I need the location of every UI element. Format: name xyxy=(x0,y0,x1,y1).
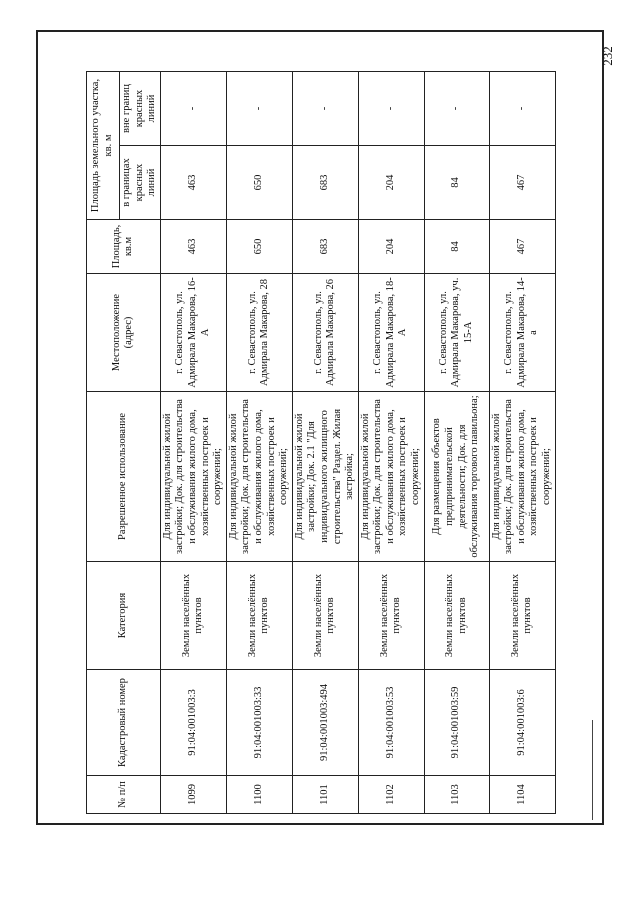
header-within-red-lines: в границах красных линий xyxy=(120,146,161,220)
table-row xyxy=(292,71,358,813)
cell-category: Земли населённых пунктов xyxy=(358,562,424,670)
cell-num: 1101 xyxy=(292,776,358,814)
cell-num: 1103 xyxy=(424,776,489,814)
cell-address: г. Севастополь, ул. Адмирала Макарова, 16-А xyxy=(160,274,226,392)
cell-num: 1100 xyxy=(226,776,292,814)
header-permitted-use: Разрешенное использование xyxy=(87,392,161,562)
cell-category: Земли населённых пунктов xyxy=(489,562,555,670)
header-plot-area: Площадь земельного участка, кв. м xyxy=(87,71,120,219)
cell-outside: - xyxy=(489,71,555,145)
cell-cadastral: 91:04:001003:33 xyxy=(226,670,292,776)
cell-cadastral: 91:04:001003:53 xyxy=(358,670,424,776)
table-row xyxy=(160,71,226,813)
cell-use: Для индивидуальной жилой застройки; Док. 2.1 "Для индивидуального жилищного строительства" Раздел. Жилая застройка; xyxy=(292,392,358,562)
header-location: Местоположение (адрес) xyxy=(87,274,161,392)
margin-rule xyxy=(592,720,593,820)
cell-outside: - xyxy=(292,71,358,145)
header-area: Площадь, кв.м xyxy=(87,220,161,274)
cell-use: Для индивидуальной жилой застройки; Док. для строительства и обслуживания жилого дома, хозяйственных построек и сооружений; xyxy=(226,392,292,562)
cell-address: г. Севастополь, ул. Адмирала Макарова, 26 xyxy=(292,274,358,392)
land-plot-table xyxy=(86,71,556,814)
cell-num: 1099 xyxy=(160,776,226,814)
table-row xyxy=(424,71,489,813)
cell-within: 683 xyxy=(292,146,358,220)
header-category: Категория xyxy=(87,562,161,670)
cell-cadastral: 91:04:001003:3 xyxy=(160,670,226,776)
header-cadastral: Кадастровый номер xyxy=(87,670,161,776)
cell-use: Для индивидуальной жилой застройки; Док. для строительства и обслуживания жилого дома, хозяйственных построек и сооружений; xyxy=(358,392,424,562)
cell-address: г. Севастополь, ул. Адмирала Макарова, 14-а xyxy=(489,274,555,392)
cell-within: 204 xyxy=(358,146,424,220)
cell-address: г. Севастополь, ул. Адмирала Макарова, 18-А xyxy=(358,274,424,392)
table-row xyxy=(226,71,292,813)
cell-address: г. Севастополь, ул. Адмирала Макарова, уч. 15-А xyxy=(424,274,489,392)
cell-category: Земли населённых пунктов xyxy=(424,562,489,670)
cell-category: Земли населённых пунктов xyxy=(292,562,358,670)
cell-area: 467 xyxy=(489,220,555,274)
table-row xyxy=(489,71,555,813)
cell-address: г. Севастополь, ул. Адмирала Макарова, 28 xyxy=(226,274,292,392)
cell-area: 84 xyxy=(424,220,489,274)
page-number: 232 xyxy=(600,46,615,66)
cell-cadastral: 91:04:001003:6 xyxy=(489,670,555,776)
cell-category: Земли населённых пунктов xyxy=(226,562,292,670)
cell-use: Для индивидуальной жилой застройки; Док. для строительства и обслуживания жилого дома, хозяйственных построек и сооружений; xyxy=(160,392,226,562)
table-row xyxy=(358,71,424,813)
cell-num: 1104 xyxy=(489,776,555,814)
cell-category: Земли населённых пунктов xyxy=(160,562,226,670)
cell-within: 463 xyxy=(160,146,226,220)
cell-outside: - xyxy=(358,71,424,145)
cell-use: Для индивидуальной жилой застройки; Док. для строительства и обслуживания жилого дома, хозяйственных построек и сооружений; xyxy=(489,392,555,562)
cell-use: Для размещения объектов предпринимательской деятельности; Док. для обслуживания торгового павильона; xyxy=(424,392,489,562)
cell-cadastral: 91:04:001003:494 xyxy=(292,670,358,776)
cell-num: 1102 xyxy=(358,776,424,814)
cell-outside: - xyxy=(424,71,489,145)
table-container xyxy=(86,72,553,814)
cell-within: 467 xyxy=(489,146,555,220)
cell-cadastral: 91:04:001003:59 xyxy=(424,670,489,776)
cell-outside: - xyxy=(160,71,226,145)
cell-area: 463 xyxy=(160,220,226,274)
header-num: № п/п xyxy=(87,776,161,814)
cell-area: 650 xyxy=(226,220,292,274)
cell-area: 204 xyxy=(358,220,424,274)
cell-within: 650 xyxy=(226,146,292,220)
header-outside-red-lines: вне границ красных линий xyxy=(120,71,161,145)
cell-outside: - xyxy=(226,71,292,145)
cell-area: 683 xyxy=(292,220,358,274)
cell-within: 84 xyxy=(424,146,489,220)
